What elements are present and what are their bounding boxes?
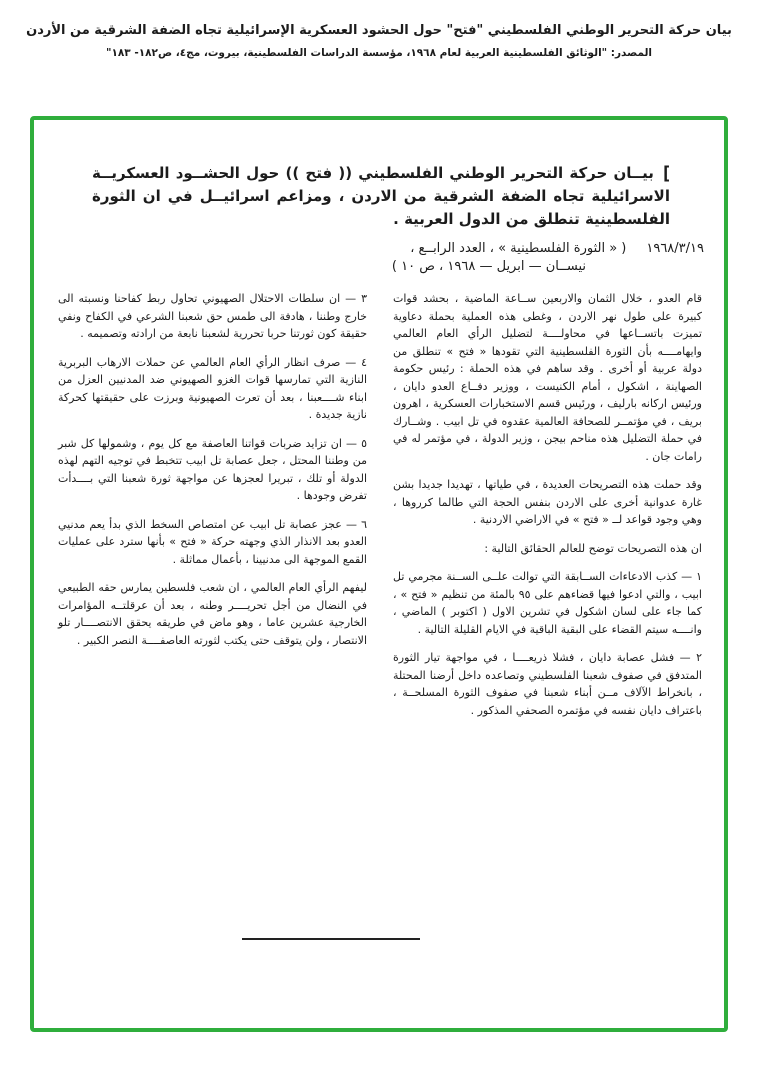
bottom-divider-line bbox=[242, 938, 420, 940]
left-column bbox=[58, 290, 367, 660]
citation-line-1: ( « الثورة الفلسطينية » ، العدد الرابــع ، bbox=[410, 241, 627, 256]
page-header bbox=[18, 22, 740, 59]
paragraph: ٣ — ان سلطات الاحتلال الصهيوني تحاول ربط كفاحنا ونسبته الى خارج وطننا ، هادفة الى طمس حق شعبنا الشرعي في الكفاح ونفي حقيقة كون ثورتنا حربا تحررية لشعبنا نابعة من ارادته وتصميمه . bbox=[58, 292, 367, 340]
paragraph: قام العدو ، خلال الثمان والاربعين ســاعة الماضية ، بحشد قوات كبيرة على طول نهر الاردن ، وغطى هذه العملية بحملة دعاوية تميزت باتســاعها في محاولــــة لتضليل الرأي العام العالمي وايهامــــه بأن الثورة الفلسطينية التي تقودها « فتح » تنطلق من دولة عربية أو أخرى . وقد ساهم في هذه الحملة : رئيس حكومة الصهاينة ، اشكول ، أمام الكنيست ، ووزير دفــاع العدو دايان ، ورئيس اركانه بارليف ، ورئيس قسم الاستخبارات العسكرية ، اهرون بريف ، في مؤتمــر للصحافة العالمية عقدوه في تل ابيب . وشــارك في حملة التضليل هذه مناحم بيجن ، وزير الدولة ، في مؤتمر له في رامات جان . bbox=[393, 292, 702, 463]
date-citation-row bbox=[74, 241, 704, 256]
paragraph: ٤ — صرف انظار الرأي العام العالمي عن حملات الارهاب البربرية النازية التي تمارسها قوات الغزو الصهيوني ضد المدنيين العزل من ابناء شــــعبنا ، بعد أن تعرت الصهيونية وبرزت على حقيقتها كحركة نازية جديدة . bbox=[58, 355, 367, 421]
paragraph: ٦ — عجز عصابة تل ابيب عن امتصاص السخط الذي بدأ يعم مدنيي العدو بعد الانذار الذي وجهته حركة « فتح » بأنها سترد على عمليات القمع الموجهة الى مدنيينا ، بأعمال مماثلة . bbox=[58, 517, 367, 566]
citation-line-2: نيســان — ابريل — ١٩٦٨ ، ص ١٠ ) bbox=[391, 259, 586, 274]
paragraph: ان هذه التصريحات توضح للعالم الحقائق التالية : bbox=[484, 541, 702, 555]
paragraph: ٢ — فشل عصابة دايان ، فشلا ذريعــــا ، في مواجهة تيار الثورة المتدفق في صفوف شعبنا الفلسطيني وتصاعده داخل أرضنا المحتلة ، بانخراط الآلاف مــن أبناء شعبنا في صفوف الثورة المسلحــة ، باعتراف دايان نفسه في مؤتمره الصحفي المذكور . bbox=[393, 651, 702, 717]
header-title: بيان حركة التحرير الوطني الفلسطيني "فتح" حول الحشود العسكرية الإسرائيلية تجاه الضفة الشرقية من الأردن bbox=[26, 23, 732, 38]
paragraph: ليفهم الرأي العام العالمي ، ان شعب فلسطين يمارس حقه الطبيعي في النضال من أجل تحريــــر وطنه ، بعد أن عرقلتــه المؤامرات الخارجية عشرين عاما ، وهو ماض في طريقه يحقق الانتصــــار تلو الانتصار ، ولن يتوقف حتى يكتب لثورته العاصفــــة النصر الكبير . bbox=[58, 581, 367, 647]
body-columns bbox=[58, 290, 702, 730]
paragraph: ٥ — ان تزايد ضربات قواتنا العاصفة مع كل يوم ، وشمولها كل شبر من وطننا المحتل ، جعل عصابة تل ابيب تتخبط في توجيه التهم لهذه الدولة أو تلك ، تبريرا لعجزها عن مواجهة ثورة شعبنا التي بــــدأت تفرض وجودها . bbox=[58, 436, 367, 502]
right-column bbox=[393, 290, 702, 730]
header-source-line: المصدر: "الوثائق الفلسطينية العربية لعام ١٩٦٨، مؤسسة الدراسات الفلسطينية، بيروت، مج٤، ص١٨٢- ١٨٣" bbox=[105, 47, 653, 59]
document-date: ١٩٦٨/٣/١٩ bbox=[646, 241, 704, 256]
document-frame bbox=[30, 116, 728, 1032]
document-title-text: بيــان حركة التحرير الوطني الفلسطيني (( فتح )) حول الحشــود العسكريــة الاسرائيلية تجاه الضفة الشرقية من الاردن ، ومزاعم اسرائيــل في ان الثورة الفلسطينية تنطلق من الدول العربية . bbox=[92, 164, 670, 228]
paragraph: ١ — كذب الادعاءات الســابقة التي توالت علــى الســنة مجرمي تل ابيب ، والتي ادعوا فيها قضاءهم على ٩٥ بالمئة من تنظيم « فتح » ، كما جاء على لسان اشكول في تشرين الاول ( اكتوبر ) الماضي ، وانــــه سيتم القضاء على البقية الباقية في الايام القليلة التالية . bbox=[393, 570, 702, 636]
paragraph: وقد حملت هذه التصريحات العديدة ، في طياتها ، تهديدا جديدا بشن غارة عدوانية أخرى على الاردن بنفس الحجة التي طالما كرروها ، وهي وجود قواعد لــ « فتح » في الاراضي الاردنية . bbox=[393, 478, 702, 526]
document-title bbox=[92, 162, 670, 231]
title-bracket: [ bbox=[663, 162, 670, 184]
